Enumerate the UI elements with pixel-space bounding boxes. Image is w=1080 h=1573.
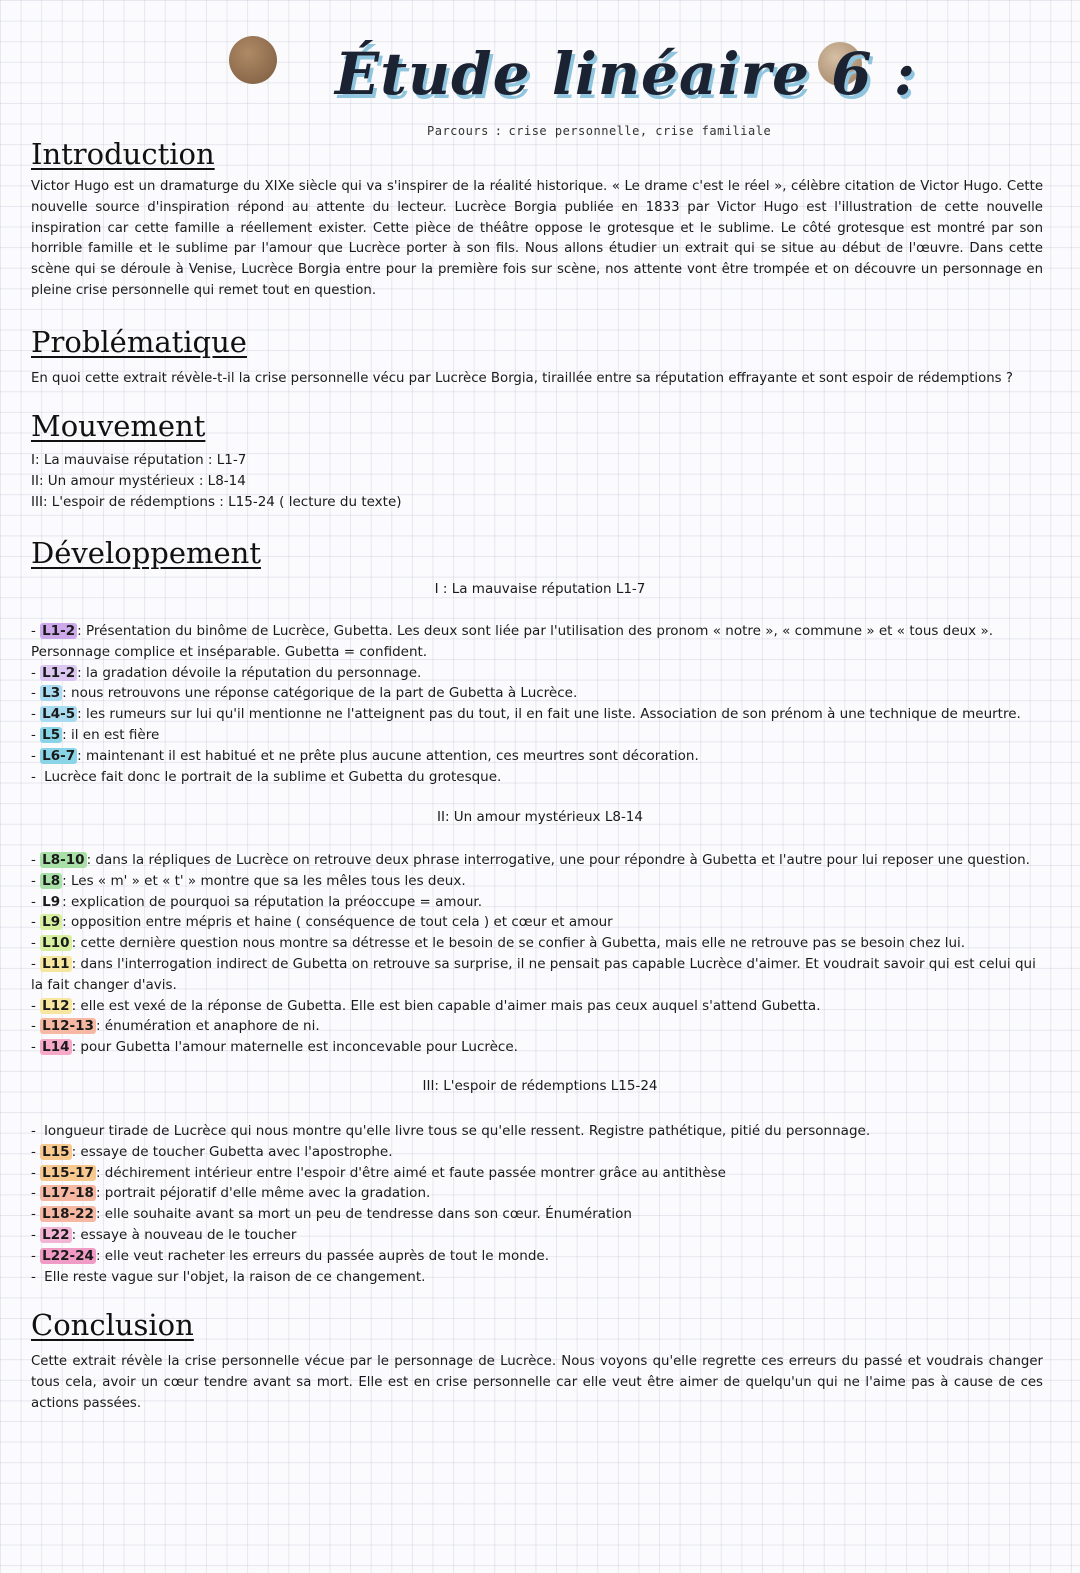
analysis-text: : déchirement intérieur entre l'espoir d'être aimé et faute passée montrer grâce au antithèse: [95, 1164, 726, 1181]
analysis-line: [31, 621, 1051, 663]
part1-heading: I : La mauvaise réputation L1-7: [434, 581, 646, 597]
line-reference: L5: [42, 726, 61, 743]
bullet-dash: -: [31, 997, 41, 1014]
analysis-line: [31, 1037, 1051, 1058]
line-reference: L22-24: [42, 1247, 94, 1264]
analysis-text: : maintenant il est habitué et ne prête plus aucune attention, ces meurtres sont décoration.: [77, 747, 699, 764]
analysis-text: : il en est fière: [62, 726, 160, 743]
analysis-line: [31, 1142, 1051, 1163]
analysis-text: : elle est vexé de la réponse de Gubetta. Elle est bien capable d'aimer mais pas ceux auquel s'attend Gubetta.: [71, 997, 821, 1014]
line-reference: L22: [42, 1226, 70, 1243]
bullet-dash: -: [31, 623, 41, 639]
bullet-dash: -: [31, 1018, 41, 1035]
subtitle-separator: :: [494, 124, 503, 138]
mouvement-item: II: Un amour mystérieux : L8-14: [31, 472, 246, 489]
analysis-line: [31, 1246, 1051, 1267]
bullet-dash: -: [31, 747, 41, 764]
mouvement-list: [31, 450, 1051, 512]
analysis-text: : portrait péjoratif d'elle même avec la gradation.: [95, 1185, 431, 1202]
bullet-dash: -: [31, 706, 41, 723]
analysis-text: : cette dernière question nous montre sa détresse et le besoin de se confier à Gubetta, mais elle ne retrouve pas se besoin chez lui.: [71, 935, 966, 952]
analysis-line: [31, 1121, 1051, 1142]
introduction-heading: Introduction: [31, 137, 215, 171]
analysis-line: [31, 954, 1051, 996]
analysis-text: : dans la répliques de Lucrèce on retrouve deux phrase interrogative, une pour répondre à Gubetta et l'autre pour lui reposer une question.: [86, 852, 1030, 868]
part2-heading: II: Un amour mystérieux L8-14: [437, 809, 643, 825]
analysis-line: [31, 996, 1051, 1017]
developpement-heading: Développement: [31, 536, 261, 570]
bullet-dash: -: [31, 1039, 41, 1056]
analysis-line: [31, 725, 1051, 746]
analysis-line: [31, 892, 1051, 913]
mouvement-item: III: L'espoir de rédemptions : L15-24 ( lecture du texte): [31, 493, 402, 510]
analysis-text: : énumération et anaphore de ni.: [95, 1018, 320, 1035]
bullet-dash: -: [31, 726, 41, 743]
problematique-heading: Problématique: [31, 325, 247, 359]
line-reference: L1-2: [42, 623, 76, 639]
analysis-line: [31, 663, 1051, 684]
analysis-line: [31, 1225, 1051, 1246]
bullet-dash: -: [31, 914, 41, 931]
line-reference: L10: [42, 935, 70, 952]
bullet-dash: -: [31, 685, 41, 702]
line-reference: L12-13: [42, 1018, 94, 1035]
analysis-text: : essaye de toucher Gubetta avec l'apostrophe.: [71, 1143, 393, 1160]
analysis-line: [31, 1267, 1051, 1288]
analysis-text: : essaye à nouveau de le toucher: [71, 1226, 297, 1243]
bullet-dash: -: [31, 1164, 41, 1181]
page-title: Étude linéaire 6 :: [335, 40, 917, 108]
line-reference: L8: [42, 872, 61, 889]
page-subtitle: [427, 124, 771, 138]
introduction-text: Victor Hugo est un dramaturge du XIXe siècle qui va s'inspirer de la réalité historique. « Le drame c'est le réel », célèbre citation de Victor Hugo. Cette nouvelle source d'inspiration répond au attente du lecteur. Lucrèce Borgia publiée en 1833 par Victor Hugo est l'illustration de cette nouvelle inspiration car cette famille a réellement exister. Cette pièce de théâtre oppose le grotesque et le sublime. Le côté grotesque est montré par son horrible famille et le sublime par l'amour que Lucrèce porter à son fils. Nous allons étudier un extrait qui se situe au début de l'œuvre. Dans cette scène qui se déroule à Venise, Lucrèce Borgia entre pour la première fois sur scène, nos attente vont être trompée et on découvre un personnage en pleine crise personnelle qui remet tout en question.: [31, 179, 1043, 298]
bullet-dash: -: [31, 1143, 41, 1160]
bullet-dash: -: [31, 664, 41, 681]
analysis-line: [31, 1204, 1051, 1225]
line-reference: L14: [42, 1039, 70, 1056]
bullet-dash: -: [31, 852, 41, 868]
line-reference: L18-22: [42, 1206, 94, 1223]
analysis-line: [31, 704, 1051, 725]
conclusion-text: Cette extrait révèle la crise personnelle vécue par le personnage de Lucrèce. Nous voyons qu'elle regrette ces erreurs du passé et voudrais changer tous cela, avoir un cœur tendre avant sa mort. Elle est en crise personnelle car elle veut être aimer de quelqu'un qui ne l'aime pas à cause de ces actions passées.: [31, 1354, 1043, 1411]
subtitle-text: crise personnelle, crise familiale: [508, 124, 772, 138]
analysis-text: : elle souhaite avant sa mort un peu de tendresse dans son cœur. Énumération: [95, 1206, 632, 1223]
analysis-line: [31, 933, 1051, 954]
line-reference: L12: [42, 997, 70, 1014]
part3-list: [31, 1121, 1051, 1287]
analysis-text: : explication de pourquoi sa réputation la préoccupe = amour.: [62, 893, 482, 910]
bullet-dash: -: [31, 1247, 41, 1264]
analysis-text: : Présentation du binôme de Lucrèce, Gubetta. Les deux sont liée par l'utilisation des pronom « notre », « commune » et « tous deux ». Personnage complice et inséparable. Gubetta = confident.: [31, 623, 994, 660]
mouvement-item: I: La mauvaise réputation : L1-7: [31, 452, 247, 468]
bullet-dash: -: [31, 872, 41, 889]
analysis-text: : nous retrouvons une réponse catégorique de la part de Gubetta à Lucrèce.: [62, 685, 578, 702]
mouvement-heading: Mouvement: [31, 409, 206, 443]
line-reference: L15: [42, 1143, 70, 1160]
analysis-text: Elle reste vague sur l'objet, la raison de ce changement.: [44, 1268, 426, 1285]
analysis-line: [31, 1163, 1051, 1184]
line-reference: L3: [42, 685, 61, 702]
problematique-text: En quoi cette extrait révèle-t-il la crise personnelle vécu par Lucrèce Borgia, tiraillée entre sa réputation effrayante et sont espoir de rédemptions ?: [31, 371, 1013, 386]
bullet-dash: -: [31, 1226, 41, 1243]
line-reference: L6-7: [42, 747, 76, 764]
line-reference: L4-5: [42, 706, 76, 723]
analysis-text: : les rumeurs sur lui qu'il mentionne ne l'atteignent pas du tout, il en fait une liste. Association de son prénom à une technique de meurtre.: [77, 706, 1021, 723]
line-reference: L8-10: [42, 852, 85, 868]
line-reference: L17-18: [42, 1185, 94, 1202]
analysis-text: Lucrèce fait donc le portrait de la sublime et Gubetta du grotesque.: [44, 768, 502, 785]
analysis-line: [31, 1183, 1051, 1204]
analysis-line: [31, 850, 1051, 871]
bullet-dash: -: [31, 955, 41, 972]
analysis-text: : pour Gubetta l'amour maternelle est inconcevable pour Lucrèce.: [71, 1039, 518, 1056]
bullet-dash: -: [31, 768, 41, 785]
analysis-text: : Les « m' » et « t' » montre que sa les mêles tous les deux.: [62, 872, 466, 889]
line-reference: L1-2: [42, 664, 76, 681]
analysis-text: : dans l'interrogation indirect de Gubetta on retrouve sa surprise, il ne pensait pas capable Lucrèce d'aimer. Et voudrait savoir qui est celui qui la fait changer d'avis.: [31, 955, 1036, 993]
line-reference: L15-17: [42, 1164, 94, 1181]
conclusion-heading: Conclusion: [31, 1308, 194, 1342]
part2-list: [31, 850, 1051, 1058]
line-reference: L9: [42, 914, 61, 931]
analysis-line: [31, 746, 1051, 767]
bullet-dash: -: [31, 1185, 41, 1202]
analysis-line: [31, 767, 1051, 788]
analysis-text: : la gradation dévoile la réputation du personnage.: [77, 664, 422, 681]
analysis-text: longueur tirade de Lucrèce qui nous montre qu'elle livre tous se qu'elle ressent. Registre pathétique, pitié du personnage.: [44, 1123, 871, 1139]
line-reference: L11: [42, 955, 70, 972]
circle-sticker-left: [229, 36, 277, 84]
analysis-line: [31, 683, 1051, 704]
part3-heading: III: L'espoir de rédemptions L15-24: [422, 1078, 658, 1094]
bullet-dash: -: [31, 1206, 41, 1223]
bullet-dash: -: [31, 893, 41, 910]
analysis-text: : opposition entre mépris et haine ( conséquence de tout cela ) et cœur et amour: [62, 914, 613, 931]
subtitle-label: Parcours: [427, 124, 489, 138]
bullet-dash: -: [31, 1123, 41, 1139]
analysis-line: [31, 871, 1051, 892]
analysis-text: : elle veut racheter les erreurs du passée auprès de tout le monde.: [95, 1247, 550, 1264]
analysis-line: [31, 912, 1051, 933]
bullet-dash: -: [31, 935, 41, 952]
bullet-dash: -: [31, 1268, 41, 1285]
analysis-line: [31, 1016, 1051, 1037]
part1-list: [31, 621, 1051, 787]
line-reference: L9: [42, 893, 61, 910]
